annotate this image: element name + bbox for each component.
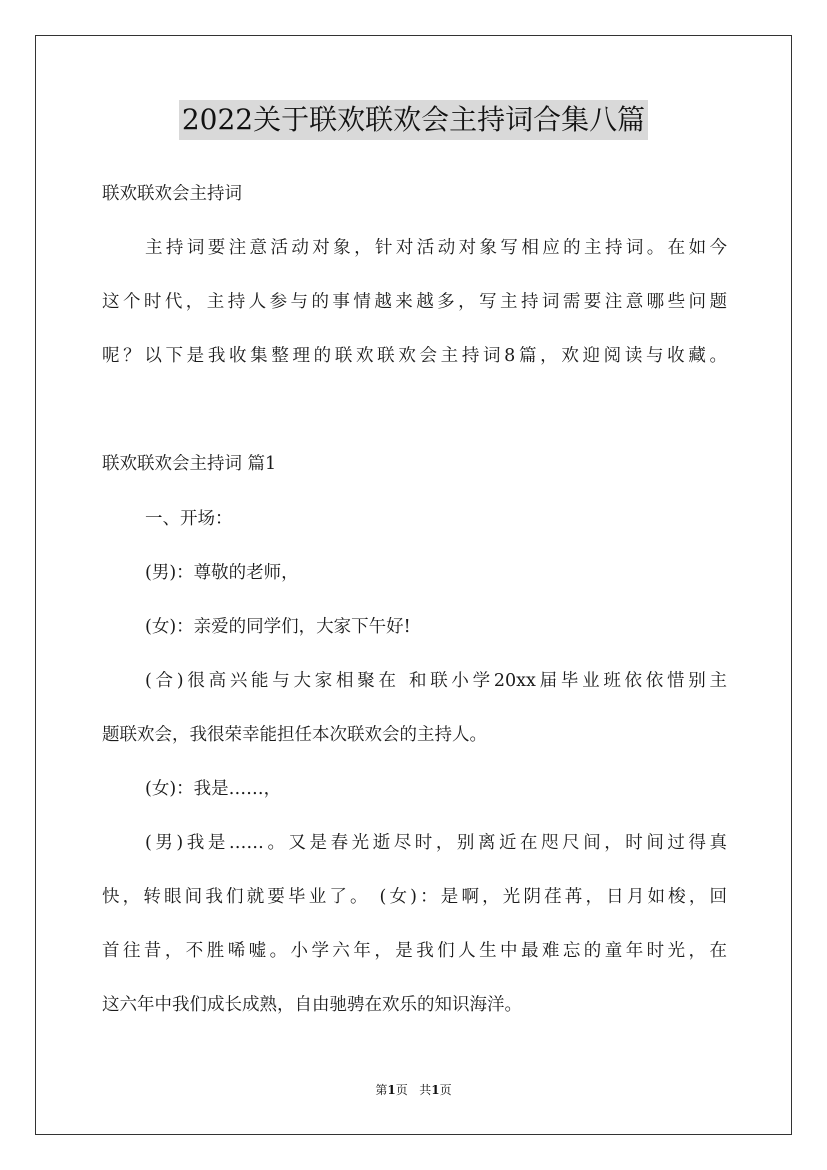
footer-total-prefix: 共 [419,1083,432,1097]
body-line-9: 首往昔，不胜唏嘘。小学六年，是我们人生中最难忘的童年时光，在 [102,941,727,961]
footer-total-num: 1 [431,1083,440,1097]
doc-heading: 联欢联欢会主持词 [102,184,242,204]
body-line-6: (女)：我是……， [145,779,282,799]
body-line-10: 这六年中我们成长成熟，自由驰骋在欢乐的知识海洋。 [102,995,522,1015]
footer-total-suffix: 页 [439,1083,452,1097]
footer-page-num: 1 [387,1083,396,1097]
body-line-1: 一、开场： [145,509,233,529]
section-heading: 联欢联欢会主持词 篇1 [102,454,277,474]
intro-line-1: 主持词要注意活动对象，针对活动对象写相应的主持词。在如今 [145,238,727,258]
document-title: 2022关于联欢联欢会主持词合集八篇 [179,100,648,140]
title-container [0,100,827,140]
body-line-5: 题联欢会，我很荣幸能担任本次联欢会的主持人。 [102,725,487,745]
footer-page-suffix: 页 [395,1083,408,1097]
intro-line-3: 呢？以下是我收集整理的联欢联欢会主持词8篇，欢迎阅读与收藏。 [102,346,727,366]
body-line-4: (合)很高兴能与大家相聚在 和联小学20xx届毕业班依依惜别主 [145,671,727,691]
body-line-2: (男)：尊敬的老师， [145,563,299,583]
body-line-3: (女)：亲爱的同学们，大家下午好! [145,617,411,637]
body-line-7: (男)我是……。又是春光逝尽时，别离近在咫尺间，时间过得真 [145,833,727,853]
body-line-8: 快，转眼间我们就要毕业了。 (女)：是啊，光阴荏苒，日月如梭，回 [102,887,727,907]
footer-page-prefix: 第 [375,1083,388,1097]
page-footer [0,1082,827,1098]
intro-line-2: 这个时代，主持人参与的事情越来越多，写主持词需要注意哪些问题 [102,292,727,312]
